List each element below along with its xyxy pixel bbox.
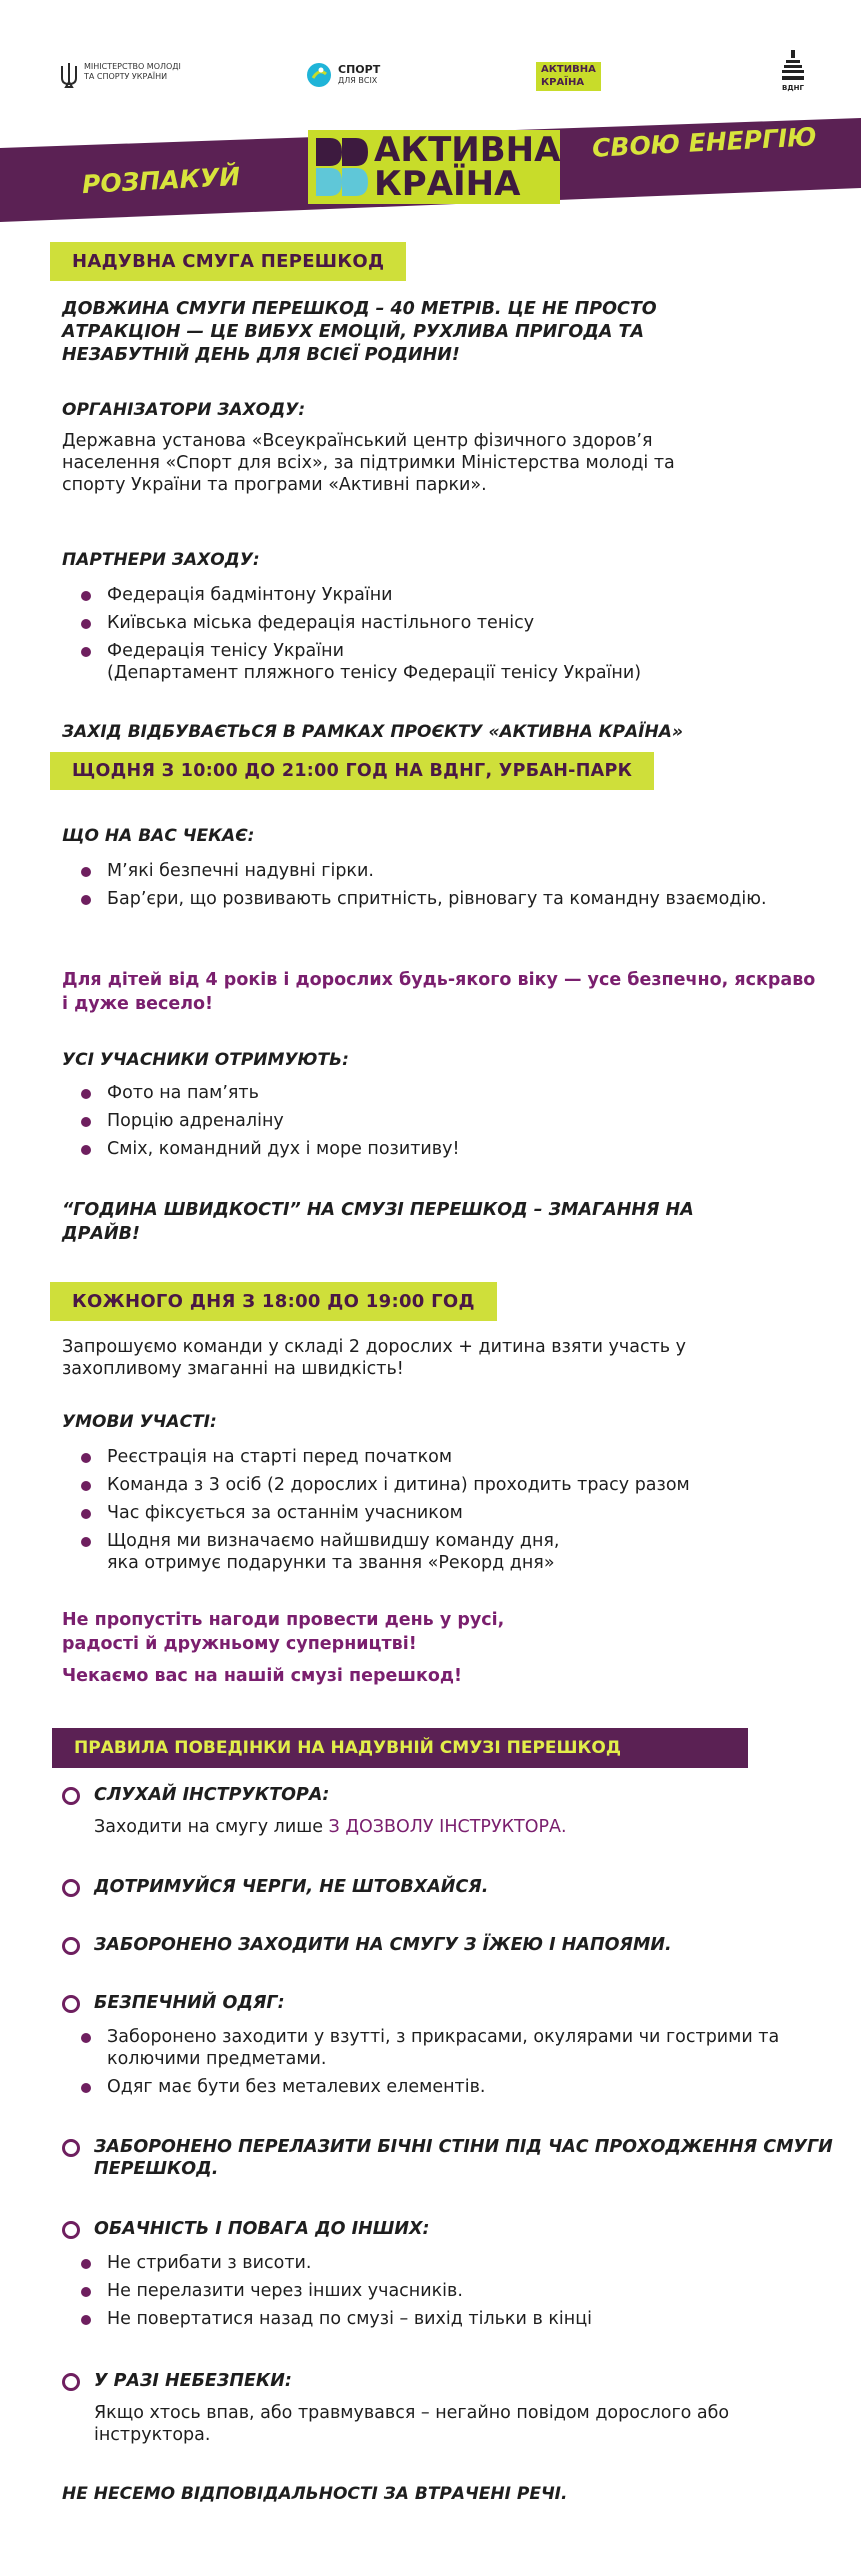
rules-label: ПРАВИЛА ПОВЕДІНКИ НА НАДУВНІЙ СМУЗІ ПЕРЕШКОД	[52, 1728, 748, 1768]
rule-7-text: Якщо хтось впав, або травмувався – негайно повідом дорослого або інструктора.	[94, 2403, 730, 2445]
rule-4-list	[62, 2026, 802, 2104]
partners-heading: ПАРТНЕРИ ЗАХОДУ:	[62, 550, 260, 570]
rule-ring-icon	[62, 1787, 80, 1805]
sport-for-all-logo	[306, 60, 416, 92]
organizers-text: Державна установа «Всеукраїнський центр фізичного здоров’я населення «Спорт для всіх», за підтримки Міністерства молоді та спорту України та програми «Активні парки».	[62, 431, 675, 495]
list-item: Федерація бадмінтону України	[62, 584, 822, 606]
rule-ring-icon	[62, 2373, 80, 2391]
banner-right-slogan: СВОЮ ЕНЕРГІЮ	[591, 122, 818, 163]
rule-1-highlight: З ДОЗВОЛУ ІНСТРУКТОРА.	[328, 1817, 567, 1837]
rule-4-title: БЕЗПЕЧНИЙ ОДЯГ:	[94, 1993, 285, 2013]
list-item: Не перелазити через інших учасників.	[62, 2280, 822, 2302]
rule-5-title: ЗАБОРОНЕНО ПЕРЕЛАЗИТИ БІЧНІ СТІНИ ПІД ЧАС ПРОХОДЖЕННЯ СМУГИ ПЕРЕШКОД.	[94, 2137, 833, 2179]
list-item: Заборонено заходити у взутті, з прикрасами, окулярами чи гострими та колючими предметами.	[62, 2026, 802, 2070]
rule-3-title: ЗАБОРОНЕНО ЗАХОДИТИ НА СМУГУ З ЇЖЕЮ І НАПОЯМИ.	[94, 1935, 672, 1955]
rule-ring-icon	[62, 1879, 80, 1897]
intro-text: ДОВЖИНА СМУГИ ПЕРЕШКОД – 40 МЕТРІВ. ЦЕ НЕ ПРОСТО АТРАКЦІОН — ЦЕ ВИБУХ ЕМОЦІЙ, РУХЛИВА ПРИГОДА ТА НЕЗАБУТНІЙ ДЕНЬ ДЛЯ ВСІЄЇ РОДИНИ!	[62, 299, 657, 365]
active-logo-line2: КРАЇНА	[536, 78, 601, 91]
awaits-list	[62, 860, 822, 916]
receive-heading: УСІ УЧАСНИКИ ОТРИМУЮТЬ:	[62, 1050, 349, 1070]
active-country-main-logo	[308, 130, 560, 204]
dd-logo-mark-icon	[316, 138, 368, 196]
organizers-heading: ОРГАНІЗАТОРИ ЗАХОДУ:	[62, 400, 306, 420]
list-item: Федерація тенісу України (Департамент пляжного тенісу Федерації тенісу України)	[62, 640, 822, 684]
speed-hour-title: “ГОДИНА ШВИДКОСТІ” НА СМУЗІ ПЕРЕШКОД – ЗМАГАННЯ НА ДРАЙВ!	[62, 1200, 694, 1244]
main-logo-line2: КРАЇНА	[374, 164, 521, 204]
rule-ring-icon	[62, 1937, 80, 1955]
conditions-heading: УМОВИ УЧАСТІ:	[62, 1412, 217, 1432]
vdng-building-icon	[782, 50, 804, 82]
closing-note-2: Чекаємо вас на нашій смузі перешкод!	[62, 1666, 462, 1686]
sport-runner-icon	[306, 62, 332, 88]
list-item: Київська міська федерація настільного тенісу	[62, 612, 822, 634]
vdng-logo	[776, 50, 810, 98]
receive-list	[62, 1082, 822, 1166]
rule-ring-icon	[62, 2139, 80, 2157]
rule-ring-icon	[62, 1995, 80, 2013]
rule-7-title: У РАЗІ НЕБЕЗПЕКИ:	[94, 2371, 292, 2391]
rule-1-text	[94, 1816, 567, 1838]
rule-1-text-main: Заходити на смугу лише	[94, 1817, 329, 1837]
partners-list	[62, 584, 822, 690]
project-line: ЗАХІД ВІДБУВАЄТЬСЯ В РАМКАХ ПРОЄКТУ «АКТИВНА КРАЇНА»	[62, 722, 683, 742]
main-logo-line1: АКТИВНА	[374, 130, 561, 170]
daily-label: КОЖНОГО ДНЯ З 18:00 ДО 19:00 ГОД	[50, 1282, 497, 1321]
ministry-logo	[60, 60, 180, 96]
list-item: Команда з 3 осіб (2 дорослих і дитина) проходить трасу разом	[62, 1474, 842, 1496]
banner-left-slogan: РОЗПАКУЙ	[81, 161, 241, 200]
list-item: Щодня ми визначаємо найшвидшу команду дня, яка отримує подарунки та звання «Рекорд дня»	[62, 1530, 842, 1574]
list-item: Порцію адреналіну	[62, 1110, 822, 1132]
rule-2-title: ДОТРИМУЙСЯ ЧЕРГИ, НЕ ШТОВХАЙСЯ.	[94, 1877, 489, 1897]
closing-note-1: Не пропустіть нагоди провести день у русі, радості й дружньому суперництві!	[62, 1610, 505, 1654]
list-item: Не стрибати з висоти.	[62, 2252, 822, 2274]
sport-logo-line2: ДЛЯ ВСІХ	[338, 76, 378, 85]
list-item: Бар’єри, що розвивають спритність, рівновагу та командну взаємодію.	[62, 888, 822, 910]
list-item: М’які безпечні надувні гірки.	[62, 860, 822, 882]
schedule-label: ЩОДНЯ З 10:00 ДО 21:00 ГОД НА ВДНГ, УРБАН-ПАРК	[50, 752, 654, 790]
active-logo-line1: АКТИВНА	[536, 62, 601, 78]
list-item: Сміх, командний дух і море позитиву!	[62, 1138, 822, 1160]
rule-ring-icon	[62, 2221, 80, 2239]
awaits-heading: ЩО НА ВАС ЧЕКАЄ:	[62, 826, 255, 846]
rule-6-list	[62, 2252, 822, 2336]
list-item: Реєстрація на старті перед початком	[62, 1446, 842, 1468]
rule-6-title: ОБАЧНІСТЬ І ПОВАГА ДО ІНШИХ:	[94, 2219, 430, 2239]
title-label: НАДУВНА СМУГА ПЕРЕШКОД	[50, 242, 406, 281]
list-item: Час фіксується за останнім учасником	[62, 1502, 842, 1524]
sport-logo-line1: СПОРТ	[338, 63, 381, 76]
conditions-list	[62, 1446, 842, 1580]
list-item: Фото на пам’ять	[62, 1082, 822, 1104]
ages-note: Для дітей від 4 років і дорослих будь-якого віку — усе безпечно, яскраво і дуже весело!	[62, 970, 816, 1014]
list-item: Одяг має бути без металевих елементів.	[62, 2076, 802, 2098]
invite-text: Запрошуємо команди у складі 2 дорослих + дитина взяти участь у захопливому змаганні на швидкість!	[62, 1337, 687, 1379]
vdng-logo-text: ВДНГ	[782, 84, 804, 92]
ministry-logo-text: МІНІСТЕРСТВО МОЛОДІ ТА СПОРТУ УКРАЇНИ	[84, 62, 181, 81]
rule-1-title: СЛУХАЙ ІНСТРУКТОРА:	[94, 1785, 330, 1805]
footer-note: НЕ НЕСЕМО ВІДПОВІДАЛЬНОСТІ ЗА ВТРАЧЕНІ РЕЧІ.	[62, 2484, 568, 2504]
list-item: Не повертатися назад по смузі – вихід тільки в кінці	[62, 2308, 822, 2330]
trident-icon	[60, 62, 78, 88]
active-country-small-logo	[536, 62, 601, 91]
